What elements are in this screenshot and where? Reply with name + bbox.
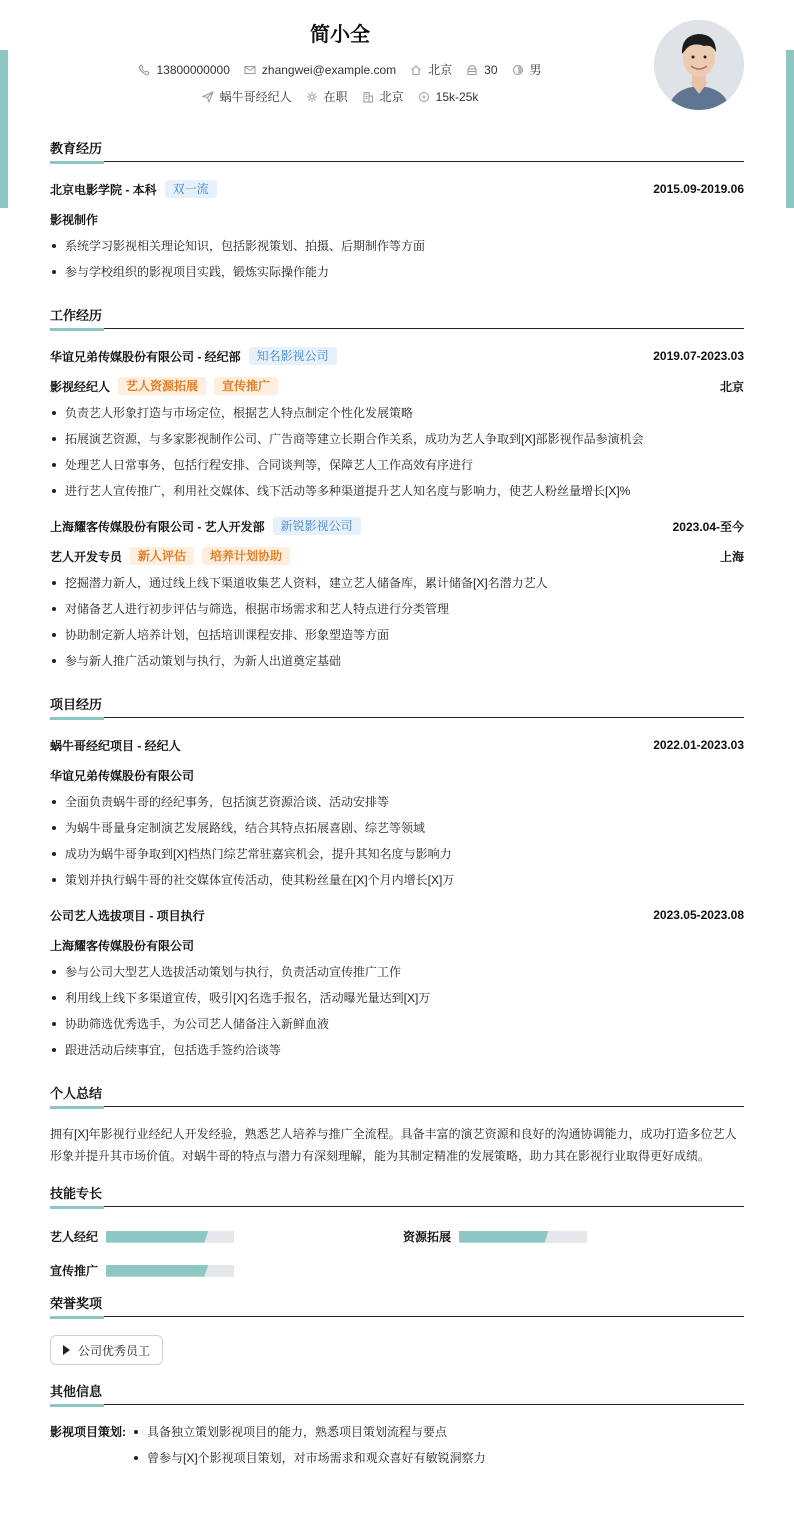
list-item: 处理艺人日常事务，包括行程安排、合同谈判等，保障艺人工作高效有序进行 xyxy=(50,452,744,478)
phone-icon xyxy=(138,64,150,76)
other-label: 影视项目策划: xyxy=(50,1425,126,1439)
company-tag: 知名影视公司 xyxy=(249,347,337,365)
project-bullets xyxy=(50,959,744,1063)
job-period: 2019.07-2023.03 xyxy=(653,349,744,363)
project-period: 2022.01-2023.03 xyxy=(653,738,744,752)
education-bullets xyxy=(50,233,744,285)
project-header xyxy=(50,905,744,925)
award-text: 公司优秀员工 xyxy=(78,1343,151,1358)
play-icon xyxy=(63,1345,70,1355)
list-item: 进行艺人宣传推广，利用社交媒体、线下活动等多种渠道提升艺人知名度与影响力，使艺人粉丝量增长[X]% xyxy=(50,478,744,504)
project-header xyxy=(50,735,744,755)
list-item: 具备独立策划影视项目的能力，熟悉项目策划流程与要点 xyxy=(132,1419,486,1445)
resume-header xyxy=(0,0,794,120)
salary-text: 15k-25k xyxy=(435,89,479,104)
other-bullets xyxy=(132,1419,486,1471)
education-period: 2015.09-2019.06 xyxy=(653,182,744,196)
skills-list xyxy=(50,1207,744,1277)
section-title: 项目经历 xyxy=(50,696,744,718)
section-title: 荣誉奖项 xyxy=(50,1295,744,1317)
job-location: 北京 xyxy=(719,379,744,394)
skill-bar-fill xyxy=(106,1231,208,1243)
status-icon xyxy=(306,91,318,103)
skill-tag: 新人评估 xyxy=(130,547,194,565)
skill-name: 艺人经纪 xyxy=(50,1230,99,1244)
list-item: 利用线上线下多渠道宣传，吸引[X]名选手报名，活动曝光量达到[X]万 xyxy=(50,985,744,1011)
job-role-row xyxy=(50,376,744,396)
section-title: 其他信息 xyxy=(50,1383,744,1405)
skill-bar xyxy=(459,1231,587,1243)
project-org: 上海耀客传媒股份有限公司 xyxy=(50,938,195,953)
contact-row-1 xyxy=(0,61,680,78)
other-row xyxy=(50,1419,744,1471)
section-title: 工作经历 xyxy=(50,307,744,329)
skill-item xyxy=(403,1228,587,1245)
email-item xyxy=(244,63,396,77)
skill-name: 宣传推广 xyxy=(50,1264,99,1278)
age-item xyxy=(466,63,497,77)
job-role: 影视经纪人 xyxy=(50,379,111,394)
skill-tag: 培养计划协助 xyxy=(202,547,290,565)
education-header xyxy=(50,179,744,199)
salary-icon xyxy=(418,91,430,103)
status-text: 在职 xyxy=(323,90,348,104)
skill-bar-fill xyxy=(106,1265,208,1277)
mail-icon xyxy=(244,64,256,76)
job-title-text: 蜗牛哥经纪人 xyxy=(219,90,292,104)
phone-text: 13800000000 xyxy=(156,62,230,77)
list-item: 拓展演艺资源，与多家影视制作公司、广告商等建立长期合作关系，成功为艺人争取到[X]部影视作品参演机会 xyxy=(50,426,744,452)
job-role-row xyxy=(50,546,744,566)
company-name: 华谊兄弟传媒股份有限公司 - 经纪部 xyxy=(50,349,241,364)
summary-text: 拥有[X]年影视行业经纪人开发经验，熟悉艺人培养与推广全流程。具备丰富的演艺资源和良好的沟通协调能力，成功打造多位艺人形象并提升其市场价值。对蜗牛哥的特点与潜力有深刻理解，能为其制定精准的发展策略，助力其在影视行业取得更好成绩。 xyxy=(50,1127,737,1163)
section-title: 个人总结 xyxy=(50,1085,744,1107)
work-city-text: 北京 xyxy=(379,90,404,104)
project-name: 蜗牛哥经纪项目 - 经纪人 xyxy=(50,738,181,753)
job-title-item xyxy=(202,88,292,105)
gender-item xyxy=(512,61,542,78)
list-item: 参与公司大型艺人选拔活动策划与执行，负责活动宣传推广工作 xyxy=(50,959,744,985)
award-item xyxy=(50,1335,163,1365)
age-text: 30 xyxy=(484,62,498,77)
skills-section xyxy=(50,1185,744,1277)
contact-row-2 xyxy=(0,88,680,105)
job-header xyxy=(50,516,744,536)
section-title: 技能专长 xyxy=(50,1185,744,1207)
list-item: 挖掘潜力新人，通过线上线下渠道收集艺人资料，建立艺人储备库，累计储备[X]名潜力艺人 xyxy=(50,570,744,596)
honors-section xyxy=(50,1295,744,1365)
email-text: zhangwei@example.com xyxy=(261,62,397,77)
phone-item xyxy=(138,63,229,77)
job-bullets xyxy=(50,570,744,674)
skill-name: 资源拓展 xyxy=(403,1230,452,1244)
other-section xyxy=(50,1383,744,1471)
project-org: 华谊兄弟传媒股份有限公司 xyxy=(50,768,195,783)
section-title: 教育经历 xyxy=(50,140,744,162)
company-name: 上海耀客传媒股份有限公司 - 艺人开发部 xyxy=(50,519,265,534)
gender-text: 男 xyxy=(529,63,542,77)
skill-item xyxy=(50,1228,234,1245)
job-period: 2023.04-至今 xyxy=(672,519,744,534)
list-item: 参与新人推广活动策划与执行，为新人出道奠定基础 xyxy=(50,648,744,674)
projects-section xyxy=(50,696,744,1063)
skill-item xyxy=(50,1262,234,1279)
job-location: 上海 xyxy=(719,549,744,564)
building-icon xyxy=(362,91,374,103)
city-item xyxy=(410,61,452,78)
age-icon xyxy=(466,64,478,76)
project-name: 公司艺人选拔项目 - 项目执行 xyxy=(50,908,205,923)
project-bullets xyxy=(50,789,744,893)
gender-icon xyxy=(512,64,524,76)
school-tag: 双一流 xyxy=(165,180,217,198)
school-name: 北京电影学院 - 本科 xyxy=(50,182,157,197)
list-item: 为蜗牛哥量身定制演艺发展路线，结合其特点拓展喜剧、综艺等领域 xyxy=(50,815,744,841)
work-section xyxy=(50,307,744,674)
resume-content xyxy=(50,140,744,1471)
send-icon xyxy=(202,91,214,103)
list-item: 对储备艺人进行初步评估与筛选，根据市场需求和艺人特点进行分类管理 xyxy=(50,596,744,622)
list-item: 策划并执行蜗牛哥的社交媒体宣传活动，使其粉丝量在[X]个月内增长[X]万 xyxy=(50,867,744,893)
education-section xyxy=(50,140,744,285)
work-city-item xyxy=(362,88,404,105)
list-item: 协助筛选优秀选手，为公司艺人储备注入新鲜血液 xyxy=(50,1011,744,1037)
project-period: 2023.05-2023.08 xyxy=(653,908,744,922)
job-bullets xyxy=(50,400,744,504)
company-tag: 新锐影视公司 xyxy=(273,517,361,535)
city-text: 北京 xyxy=(428,63,453,77)
summary-section xyxy=(50,1085,744,1167)
list-item: 参与学校组织的影视项目实践，锻炼实际操作能力 xyxy=(50,259,744,285)
job-header xyxy=(50,346,744,366)
list-item: 成功为蜗牛哥争取到[X]档热门综艺常驻嘉宾机会，提升其知名度与影响力 xyxy=(50,841,744,867)
list-item: 曾参与[X]个影视项目策划，对市场需求和观众喜好有敏锐洞察力 xyxy=(132,1445,486,1471)
skill-bar xyxy=(106,1231,234,1243)
status-item xyxy=(306,88,348,105)
home-icon xyxy=(410,64,422,76)
avatar-photo xyxy=(654,20,744,110)
list-item: 全面负责蜗牛哥的经纪事务，包括演艺资源洽谈、活动安排等 xyxy=(50,789,744,815)
skill-bar-fill xyxy=(459,1231,549,1243)
skill-tag: 宣传推广 xyxy=(214,377,278,395)
list-item: 系统学习影视相关理论知识，包括影视策划、拍摄、后期制作等方面 xyxy=(50,233,744,259)
avatar xyxy=(654,20,744,110)
candidate-name: 简小全 xyxy=(310,24,370,46)
salary-item xyxy=(418,90,479,104)
job-role: 艺人开发专员 xyxy=(50,549,123,564)
skill-tag: 艺人资源拓展 xyxy=(118,377,206,395)
list-item: 负责艺人形象打造与市场定位，根据艺人特点制定个性化发展策略 xyxy=(50,400,744,426)
skill-bar xyxy=(106,1265,234,1277)
education-major: 影视制作 xyxy=(50,212,99,227)
list-item: 协助制定新人培养计划，包括培训课程安排、形象塑造等方面 xyxy=(50,622,744,648)
list-item: 跟进活动后续事宜，包括选手签约洽谈等 xyxy=(50,1037,744,1063)
